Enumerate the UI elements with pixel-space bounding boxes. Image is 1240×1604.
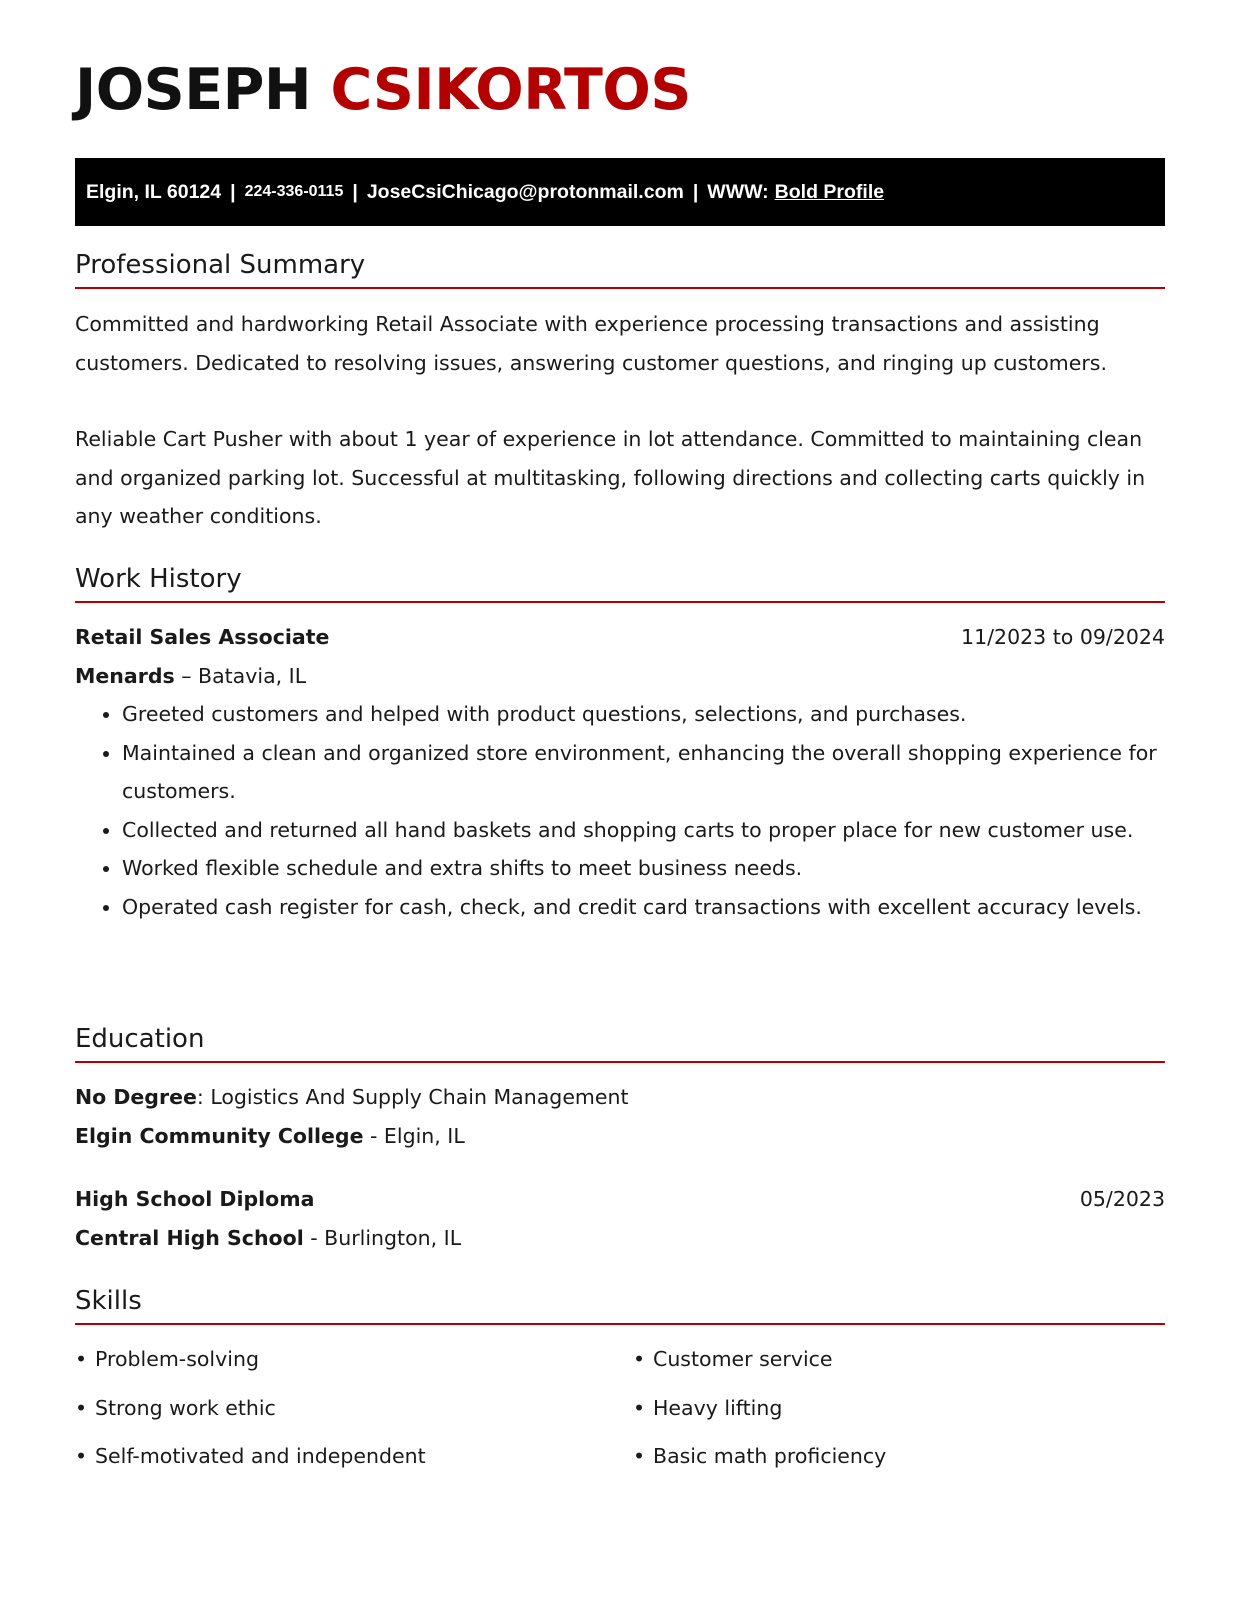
skill-label: Basic math proficiency — [653, 1444, 887, 1468]
education-location: - Elgin, IL — [363, 1123, 465, 1148]
contact-email: JoseCsiChicago@protonmail.com — [366, 180, 684, 203]
bullet-icon: • — [633, 1347, 646, 1371]
education-school-line — [75, 1219, 1165, 1258]
job-position: Retail Sales Associate — [75, 625, 330, 649]
education-degree-line — [75, 1078, 1165, 1117]
job-employer: Menards — [75, 663, 175, 688]
skills-section — [75, 1288, 1165, 1476]
education-entry — [75, 1078, 1165, 1155]
summary-paragraph: Reliable Cart Pusher with about 1 year of experience in lot attendance. Committed to maintaining clean and organized parking lot. Successful at multitasking, following directions and collecting carts quickly in any weather conditions. — [75, 427, 1146, 528]
skills-list — [75, 1340, 1165, 1476]
education-degree: No Degree — [75, 1085, 197, 1109]
list-item: • Maintained a clean and organized store environment, enhancing the overall shopping experience for customers. — [122, 734, 1165, 811]
contact-location: Elgin, IL 60124 — [86, 180, 222, 203]
section-title-work: Work History — [75, 566, 1165, 603]
job-dates: 11/2023 to 09/2024 — [961, 625, 1165, 649]
bullet-icon: • — [75, 1395, 88, 1420]
education-school: Elgin Community College — [75, 1123, 364, 1148]
contact-phone: 224-336-0115 — [244, 183, 344, 200]
education-field: : Logistics And Supply Chain Management — [196, 1085, 629, 1109]
list-item: • Collected and returned all hand baskets and shopping carts to proper place for new customer use. — [122, 811, 1165, 850]
contact-www-label: WWW: — [707, 180, 769, 203]
section-title-education: Education — [75, 1026, 1165, 1063]
list-item — [633, 1437, 1165, 1476]
section-title-skills: Skills — [75, 1288, 1165, 1325]
section-title-summary: Professional Summary — [75, 252, 1165, 289]
job-employer-line — [75, 657, 1165, 696]
list-item — [75, 1437, 633, 1476]
list-item: • Greeted customers and helped with product questions, selections, and purchases. — [122, 695, 1165, 734]
contact-separator: | — [352, 180, 358, 203]
candidate-name — [75, 57, 691, 123]
skill-label: Problem-solving — [95, 1347, 259, 1371]
job-location-separator: – — [174, 663, 199, 688]
skill-label: Strong work ethic — [95, 1395, 276, 1420]
bullet-icon: • — [633, 1395, 646, 1420]
profile-link[interactable]: Bold Profile — [774, 180, 885, 203]
bullet-icon: • — [75, 1347, 88, 1371]
first-name: JOSEPH — [75, 57, 312, 123]
summary-paragraph: Committed and hardworking Retail Associate with experience processing transactions and assisting customers. Dedicated to resolving issues, answering customer questions, and ringing up customers. — [75, 312, 1107, 375]
skill-label: Customer service — [653, 1347, 833, 1371]
education-school: Central High School — [75, 1225, 304, 1250]
education-entry — [75, 1180, 1165, 1257]
job-entry — [75, 618, 1165, 926]
list-item — [633, 1340, 1165, 1379]
last-name: CSIKORTOS — [330, 57, 691, 123]
list-item: • Operated cash register for cash, check, and credit card transactions with excellent accuracy levels. — [122, 888, 1165, 927]
contact-separator: | — [692, 180, 699, 203]
education-section — [75, 1026, 1165, 1257]
contact-separator: | — [230, 180, 236, 203]
summary-section — [75, 252, 1165, 536]
bullet-icon: • — [633, 1444, 646, 1468]
list-item — [75, 1389, 633, 1428]
list-item — [633, 1389, 1165, 1428]
skill-label: Heavy lifting — [653, 1395, 783, 1420]
job-duties — [75, 695, 1165, 926]
education-degree-line — [75, 1180, 1165, 1219]
bullet-icon: • — [75, 1444, 88, 1468]
work-section — [75, 566, 1165, 926]
job-location: Batavia, IL — [198, 663, 307, 688]
contact-bar — [75, 158, 1165, 226]
education-degree: High School Diploma — [75, 1187, 315, 1211]
education-location: - Burlington, IL — [303, 1225, 462, 1250]
skill-label: Self-motivated and independent — [95, 1444, 426, 1468]
list-item — [75, 1340, 633, 1379]
job-header — [75, 618, 1165, 657]
education-date: 05/2023 — [1079, 1187, 1165, 1211]
list-item: • Worked flexible schedule and extra shifts to meet business needs. — [122, 849, 1165, 888]
education-school-line — [75, 1117, 1165, 1156]
